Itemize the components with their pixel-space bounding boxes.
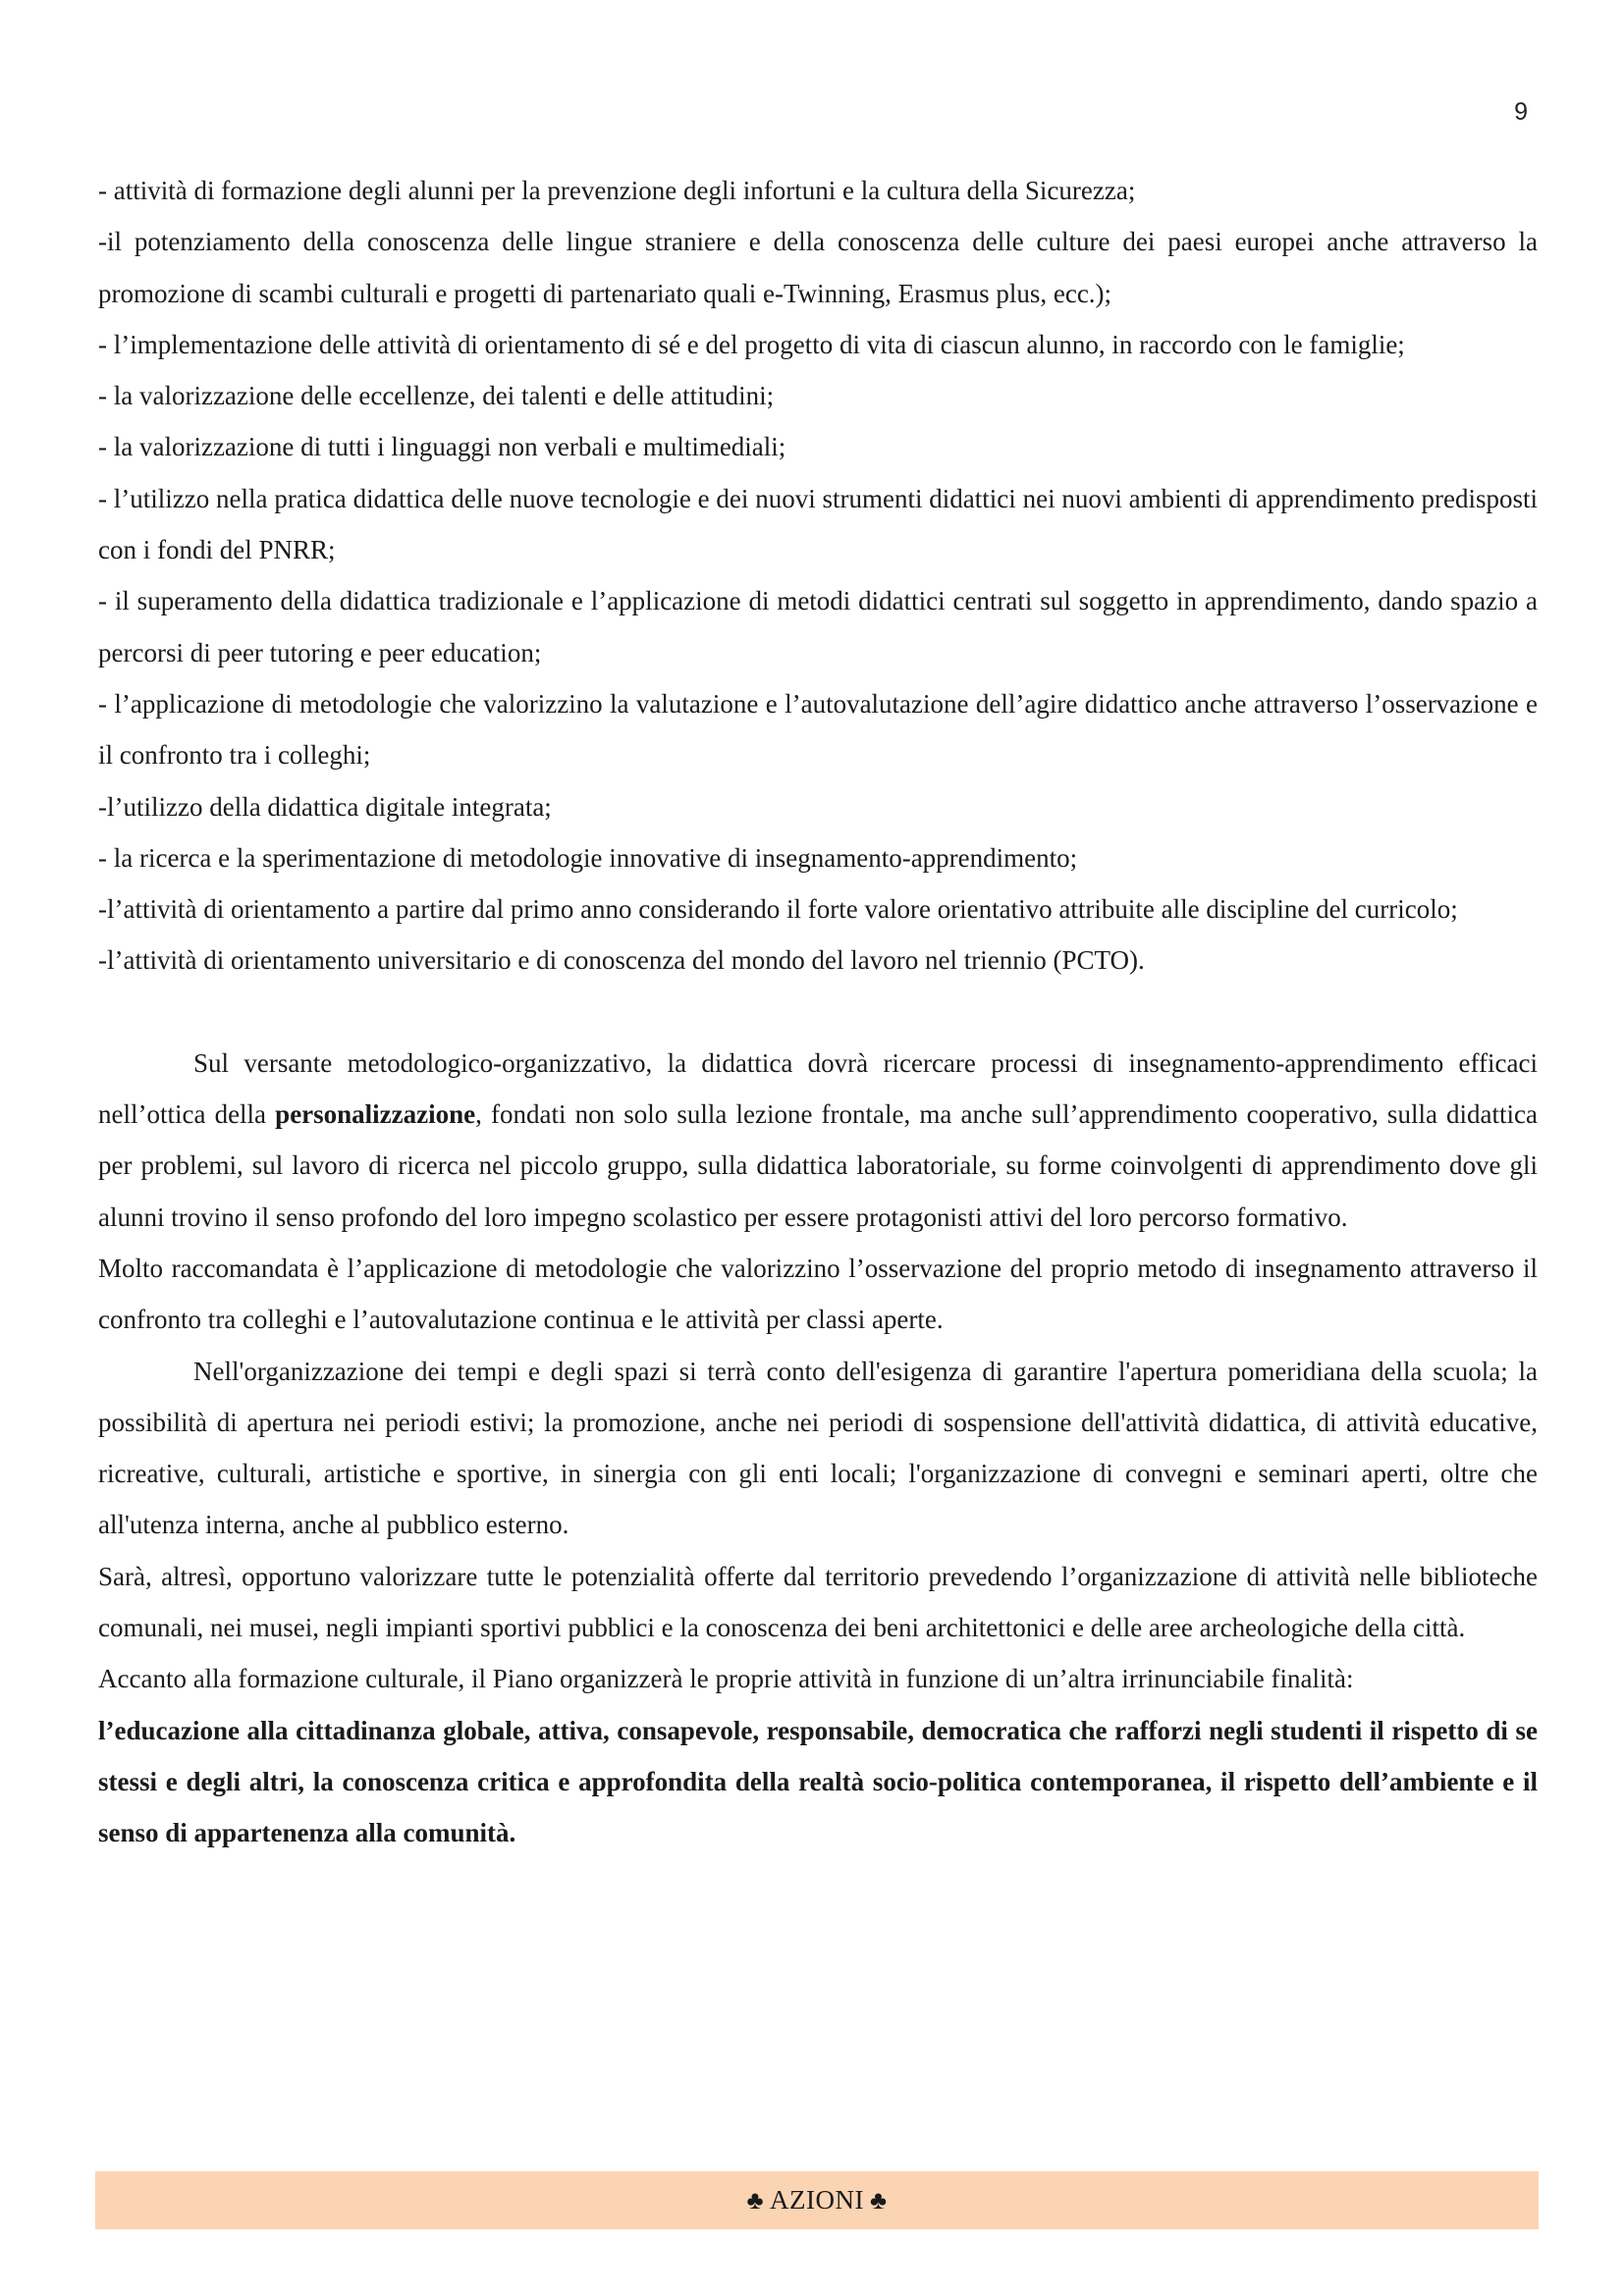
organization-paragraph: Nell'organizzazione dei tempi e degli spazi si terrà conto dell'esigenza di garantire l'apertura pomeridiana della scuola; la possibilità di apertura nei periodi estivi; la promozione, anche nei periodi di sospensione dell'attività didattica, di attività educative, ricreative, culturali, artistiche e sportive, in sinergia con gli enti locali; l'organizzazione di convegni e seminari aperti, oltre che all'utenza interna, anche al pubblico esterno. xyxy=(98,1356,1538,1540)
citizenship-goal: l’educazione alla cittadinanza globale, attiva, consapevole, responsabile, democratica che rafforzi negli studenti il rispetto di se stessi e degli altri, la conoscenza critica e approfondita della realtà socio-politica contemporanea, il rispetto dell’ambiente e il senso di appartenenza alla comunità. xyxy=(98,1715,1538,1848)
bullet-item: - la valorizzazione di tutti i linguaggi non verbali e multimediali; xyxy=(98,432,786,462)
bullet-item: - l’utilizzo nella pratica didattica delle nuove tecnologie e dei nuovi strumenti didattici nei nuovi ambienti di apprendimento predisposti con i fondi del PNRR; xyxy=(98,483,1538,565)
section-banner xyxy=(95,2171,1539,2229)
bullet-item: - l’implementazione delle attività di orientamento di sé e del progetto di vita di ciascun alunno, in raccordo con le famiglie; xyxy=(98,329,1405,359)
bullet-item: - la ricerca e la sperimentazione di metodologie innovative di insegnamento-apprendimento; xyxy=(98,842,1078,873)
document-body xyxy=(98,165,1538,1859)
bullet-item: -l’attività di orientamento a partire dal primo anno considerando il forte valore orientativo attribuite alle discipline del curricolo; xyxy=(98,894,1458,925)
citizenship-intro: Accanto alla formazione culturale, il Piano organizzerà le proprie attività in funzione di un’altra irrinunciabile finalità: xyxy=(98,1664,1354,1694)
methodology-text-before: Sul versante metodologico-organizzativo, la didattica dovrà ricercare processi di insegnamento-apprendimento efficaci nell’ottica della xyxy=(98,1047,1538,1130)
club-suit-icon: ♣ xyxy=(869,2185,888,2215)
bullet-item: -l’attività di orientamento universitario e di conoscenza del mondo del lavoro nel triennio (PCTO). xyxy=(98,945,1145,976)
territory-paragraph: Sarà, altresì, opportuno valorizzare tutte le potenzialità offerte dal territorio prevedendo l’organizzazione di attività nelle biblioteche comunali, nei musei, negli impianti sportivi pubblici e la conoscenza dei beni architettonici e delle aree archeologiche della città. xyxy=(98,1561,1538,1643)
section-banner-title: AZIONI xyxy=(770,2185,864,2215)
methodology-text-after: , fondati non solo sulla lezione frontale, ma anche sull’apprendimento cooperativo, sulla didattica per problemi, sul lavoro di ricerca nel piccolo gruppo, sulla didattica laboratoriale, su forme coinvolgenti di apprendimento dove gli alunni trovino il senso profondo del loro impegno scolastico per essere protagonisti attivi del loro percorso formativo. xyxy=(98,1099,1539,1232)
bullet-item: -l’utilizzo della didattica digitale integrata; xyxy=(98,791,552,822)
bullet-item: - la valorizzazione delle eccellenze, dei talenti e delle attitudini; xyxy=(98,381,775,411)
club-suit-icon: ♣ xyxy=(746,2185,764,2215)
bullet-item: - attività di formazione degli alunni per la prevenzione degli infortuni e la cultura della Sicurezza; xyxy=(98,176,1136,205)
bullet-item: - l’applicazione di metodologie che valorizzino la valutazione e l’autovalutazione dell’agire didattico anche attraverso l’osservazione e il confronto tra i colleghi; xyxy=(98,688,1538,771)
page-number: 9 xyxy=(1514,98,1528,126)
paragraph-gap xyxy=(98,987,1538,1038)
personalizzazione-emphasis: personalizzazione xyxy=(275,1099,476,1130)
recommendation-paragraph: Molto raccomandata è l’applicazione di metodologie che valorizzino l’osservazione del proprio metodo di insegnamento attraverso il confronto tra colleghi e l’autovalutazione continua e le attività per classi aperte. xyxy=(98,1253,1538,1335)
bullet-item: -il potenziamento della conoscenza delle lingue straniere e della conoscenza delle culture dei paesi europei anche attraverso la promozione di scambi culturali e progetti di partenariato quali e-Twinning, Erasmus plus, ecc.); xyxy=(98,227,1538,308)
bullet-item: - il superamento della didattica tradizionale e l’applicazione di metodi didattici centrati sul soggetto in apprendimento, dando spazio a percorsi di peer tutoring e peer education; xyxy=(98,586,1538,667)
methodology-paragraph xyxy=(98,1038,1538,1243)
